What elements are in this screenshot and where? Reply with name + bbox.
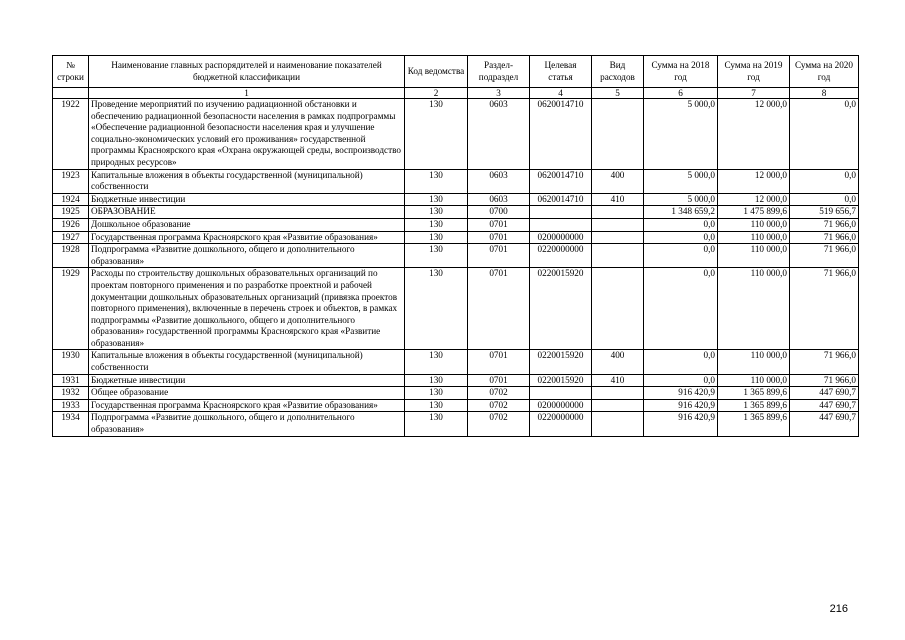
expense-type-cell	[592, 412, 644, 436]
table-row	[53, 387, 859, 400]
expense-type-cell	[592, 268, 644, 350]
dept-code-cell: 130	[405, 193, 468, 206]
row-number-cell: 1926	[53, 218, 89, 231]
expense-type-cell	[592, 206, 644, 219]
sum-2019-cell: 110 000,0	[718, 244, 790, 268]
sum-2020-cell: 71 966,0	[790, 350, 859, 374]
sum-2019-cell: 12 000,0	[718, 169, 790, 193]
target-article-cell: 0220015920	[530, 374, 592, 387]
target-article-cell: 0200000000	[530, 399, 592, 412]
table-row	[53, 231, 859, 244]
column-number: 2	[405, 88, 468, 99]
expense-type-cell: 400	[592, 169, 644, 193]
sum-2019-cell: 1 365 899,6	[718, 412, 790, 436]
column-number: 7	[718, 88, 790, 99]
header-expense-type: Вид расходов	[592, 56, 644, 88]
dept-code-cell: 130	[405, 268, 468, 350]
target-article-cell: 0220015920	[530, 268, 592, 350]
sum-2020-cell: 0,0	[790, 193, 859, 206]
expense-type-cell: 400	[592, 350, 644, 374]
dept-code-cell: 130	[405, 99, 468, 170]
expense-type-cell	[592, 244, 644, 268]
column-number: 1	[89, 88, 405, 99]
row-number-cell: 1933	[53, 399, 89, 412]
table-row	[53, 268, 859, 350]
sum-2018-cell: 916 420,9	[644, 387, 718, 400]
section-cell: 0701	[468, 268, 530, 350]
name-cell: Бюджетные инвестиции	[89, 374, 405, 387]
target-article-cell: 0220000000	[530, 412, 592, 436]
sum-2018-cell: 0,0	[644, 268, 718, 350]
expense-type-cell	[592, 399, 644, 412]
expense-type-cell	[592, 387, 644, 400]
dept-code-cell: 130	[405, 206, 468, 219]
name-cell: Проведение мероприятий по изучению радиационной обстановки и обеспечению радиационной безопасности населения в рамках подпрограммы «Обеспечение радиационной безопасности населения края и улучшение социально-экономических условий его проживания» государственной программы Красноярского края «Охрана окружающей среды, воспроизводство природных ресурсов»	[89, 99, 405, 170]
target-article-cell	[530, 218, 592, 231]
row-number-cell: 1931	[53, 374, 89, 387]
section-cell: 0702	[468, 399, 530, 412]
target-article-cell: 0200000000	[530, 231, 592, 244]
section-cell: 0701	[468, 231, 530, 244]
budget-table	[52, 55, 859, 437]
header-name: Наименование главных распорядителей и наименование показателей бюджетной классификации	[89, 56, 405, 88]
dept-code-cell: 130	[405, 169, 468, 193]
table-row	[53, 206, 859, 219]
expense-type-cell	[592, 99, 644, 170]
expense-type-cell: 410	[592, 374, 644, 387]
row-number-cell: 1927	[53, 231, 89, 244]
section-cell: 0603	[468, 99, 530, 170]
target-article-cell	[530, 206, 592, 219]
name-cell: Подпрограмма «Развитие дошкольного, общего и дополнительного образования»	[89, 412, 405, 436]
sum-2020-cell: 447 690,7	[790, 412, 859, 436]
sum-2019-cell: 110 000,0	[718, 218, 790, 231]
header-section: Раздел-подраздел	[468, 56, 530, 88]
table-row	[53, 99, 859, 170]
header-sum-2019: Сумма на 2019 год	[718, 56, 790, 88]
column-numbers-row	[53, 88, 859, 99]
table-row	[53, 350, 859, 374]
sum-2020-cell: 71 966,0	[790, 374, 859, 387]
row-number-cell: 1928	[53, 244, 89, 268]
sum-2019-cell: 1 365 899,6	[718, 387, 790, 400]
expense-type-cell: 410	[592, 193, 644, 206]
table-header-row	[53, 56, 859, 88]
name-cell: Государственная программа Красноярского края «Развитие образования»	[89, 231, 405, 244]
section-cell: 0700	[468, 206, 530, 219]
header-target-article: Целевая статья	[530, 56, 592, 88]
sum-2018-cell: 0,0	[644, 350, 718, 374]
target-article-cell: 0220000000	[530, 244, 592, 268]
column-number: 3	[468, 88, 530, 99]
dept-code-cell: 130	[405, 218, 468, 231]
column-number: 5	[592, 88, 644, 99]
header-sum-2018: Сумма на 2018 год	[644, 56, 718, 88]
section-cell: 0702	[468, 387, 530, 400]
name-cell: Капитальные вложения в объекты государственной (муниципальной) собственности	[89, 350, 405, 374]
dept-code-cell: 130	[405, 244, 468, 268]
page-number: 216	[829, 603, 848, 615]
row-number-cell: 1934	[53, 412, 89, 436]
header-row-number: № строки	[53, 56, 89, 88]
sum-2019-cell: 1 475 899,6	[718, 206, 790, 219]
section-cell: 0701	[468, 350, 530, 374]
sum-2018-cell: 916 420,9	[644, 412, 718, 436]
target-article-cell: 0620014710	[530, 193, 592, 206]
target-article-cell: 0620014710	[530, 99, 592, 170]
sum-2019-cell: 110 000,0	[718, 350, 790, 374]
dept-code-cell: 130	[405, 399, 468, 412]
target-article-cell: 0220015920	[530, 350, 592, 374]
sum-2018-cell: 916 420,9	[644, 399, 718, 412]
row-number-cell: 1932	[53, 387, 89, 400]
sum-2020-cell: 71 966,0	[790, 231, 859, 244]
target-article-cell	[530, 387, 592, 400]
sum-2019-cell: 1 365 899,6	[718, 399, 790, 412]
row-number-cell: 1925	[53, 206, 89, 219]
sum-2020-cell: 71 966,0	[790, 268, 859, 350]
sum-2018-cell: 5 000,0	[644, 193, 718, 206]
sum-2020-cell: 0,0	[790, 99, 859, 170]
sum-2018-cell: 0,0	[644, 218, 718, 231]
column-number	[53, 88, 89, 99]
row-number-cell: 1922	[53, 99, 89, 170]
sum-2018-cell: 0,0	[644, 244, 718, 268]
sum-2019-cell: 12 000,0	[718, 99, 790, 170]
sum-2018-cell: 5 000,0	[644, 99, 718, 170]
table-row	[53, 244, 859, 268]
table-row	[53, 412, 859, 436]
header-dept-code: Код ведомства	[405, 56, 468, 88]
table-row	[53, 193, 859, 206]
section-cell: 0603	[468, 169, 530, 193]
dept-code-cell: 130	[405, 350, 468, 374]
sum-2019-cell: 12 000,0	[718, 193, 790, 206]
table-body	[53, 99, 859, 437]
name-cell: Подпрограмма «Развитие дошкольного, общего и дополнительного образования»	[89, 244, 405, 268]
sum-2018-cell: 5 000,0	[644, 169, 718, 193]
sum-2018-cell: 1 348 659,2	[644, 206, 718, 219]
dept-code-cell: 130	[405, 374, 468, 387]
column-number: 4	[530, 88, 592, 99]
expense-type-cell	[592, 231, 644, 244]
row-number-cell: 1923	[53, 169, 89, 193]
sum-2019-cell: 110 000,0	[718, 374, 790, 387]
sum-2020-cell: 447 690,7	[790, 387, 859, 400]
sum-2019-cell: 110 000,0	[718, 231, 790, 244]
sum-2020-cell: 71 966,0	[790, 244, 859, 268]
name-cell: ОБРАЗОВАНИЕ	[89, 206, 405, 219]
sum-2020-cell: 447 690,7	[790, 399, 859, 412]
target-article-cell: 0620014710	[530, 169, 592, 193]
dept-code-cell: 130	[405, 387, 468, 400]
sum-2020-cell: 71 966,0	[790, 218, 859, 231]
row-number-cell: 1929	[53, 268, 89, 350]
header-sum-2020: Сумма на 2020 год	[790, 56, 859, 88]
sum-2019-cell: 110 000,0	[718, 268, 790, 350]
table-row	[53, 399, 859, 412]
name-cell: Дошкольное образование	[89, 218, 405, 231]
name-cell: Общее образование	[89, 387, 405, 400]
section-cell: 0701	[468, 218, 530, 231]
section-cell: 0603	[468, 193, 530, 206]
table-row	[53, 218, 859, 231]
row-number-cell: 1930	[53, 350, 89, 374]
sum-2020-cell: 519 656,7	[790, 206, 859, 219]
expense-type-cell	[592, 218, 644, 231]
sum-2020-cell: 0,0	[790, 169, 859, 193]
column-number: 6	[644, 88, 718, 99]
dept-code-cell: 130	[405, 412, 468, 436]
table-row	[53, 169, 859, 193]
name-cell: Бюджетные инвестиции	[89, 193, 405, 206]
table-row	[53, 374, 859, 387]
sum-2018-cell: 0,0	[644, 374, 718, 387]
name-cell: Капитальные вложения в объекты государственной (муниципальной) собственности	[89, 169, 405, 193]
row-number-cell: 1924	[53, 193, 89, 206]
section-cell: 0701	[468, 374, 530, 387]
name-cell: Расходы по строительству дошкольных образовательных организаций по проектам повторного применения и по разработке проектной и рабочей документации дошкольных образовательных организаций (привязка проектов повторного применения), включенные в перечень строек и объектов, в рамках подпрограммы «Развитие дошкольного, общего и дополнительного образования» государственной программы Красноярского края «Развитие образования»	[89, 268, 405, 350]
column-number: 8	[790, 88, 859, 99]
section-cell: 0701	[468, 244, 530, 268]
name-cell: Государственная программа Красноярского края «Развитие образования»	[89, 399, 405, 412]
sum-2018-cell: 0,0	[644, 231, 718, 244]
dept-code-cell: 130	[405, 231, 468, 244]
section-cell: 0702	[468, 412, 530, 436]
